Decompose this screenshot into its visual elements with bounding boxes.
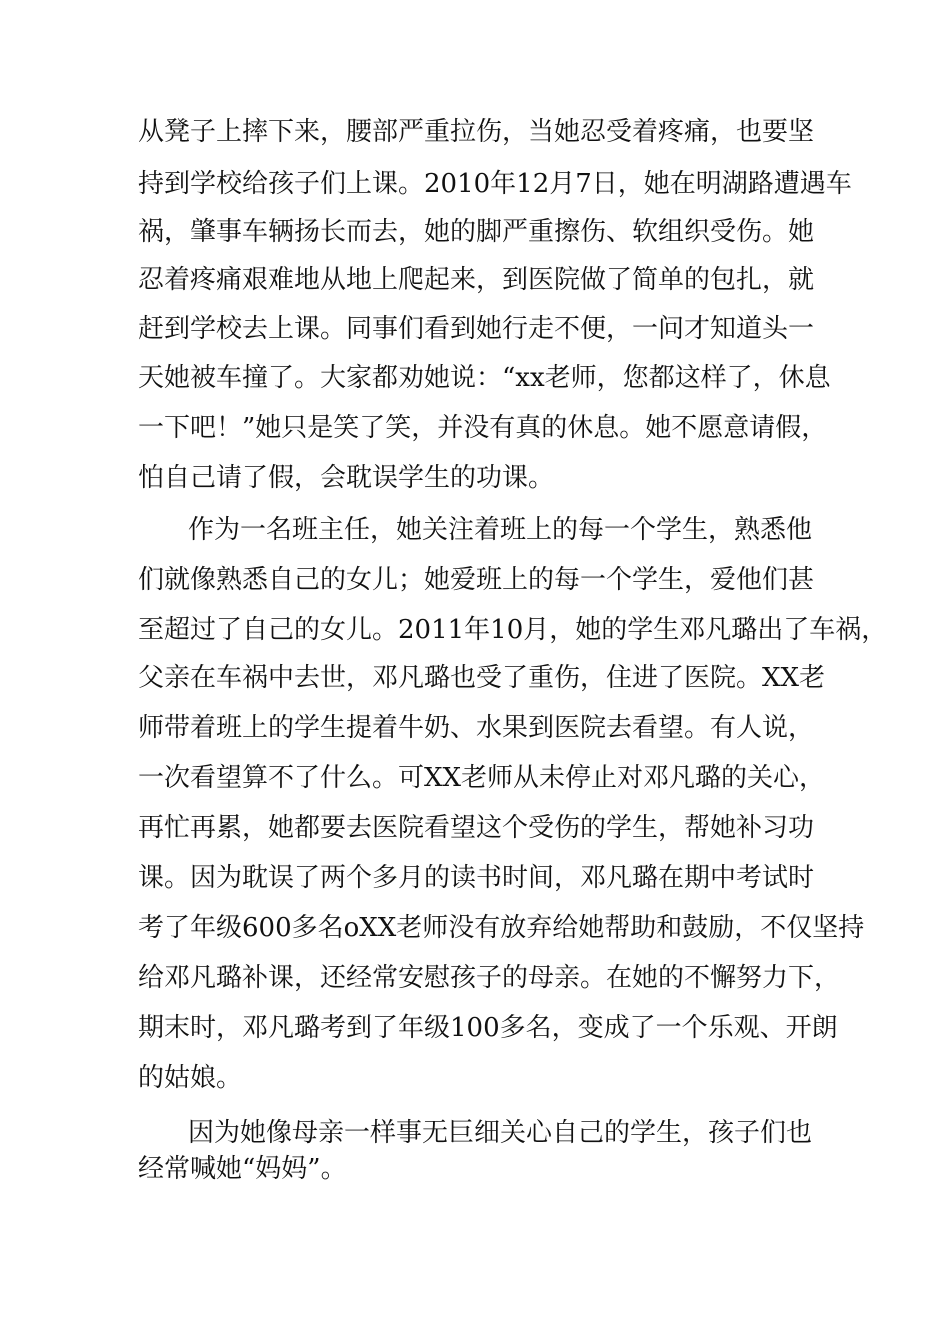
text-line: 至超过了自己的女儿。2011年10月，她的学生邓凡璐出了车祸， — [138, 615, 888, 645]
text-line: 忍着疼痛艰难地从地上爬起来，到医院做了简单的包扎，就 — [138, 265, 815, 295]
text-line: 赶到学校去上课。同事们看到她行走不便，一问才知道头一 — [138, 314, 815, 344]
text-line: 课。因为耽误了两个多月的读书时间，邓凡璐在期中考试时 — [138, 863, 815, 893]
text-line: 祸，肇事车辆扬长而去，她的脚严重擦伤、软组织受伤。她 — [138, 217, 815, 247]
text-line: 持到学校给孩子们上课。2010年12月7日，她在明湖路遭遇车 — [138, 169, 852, 199]
text-line: 师带着班上的学生提着牛奶、水果到医院去看望。有人说， — [138, 713, 815, 743]
text-line: 天她被车撞了。大家都劝她说：“xx老师，您都这样了，休息 — [138, 363, 831, 393]
text-line: 作为一名班主任，她关注着班上的每一个学生，熟悉他 — [188, 515, 813, 545]
text-line: 从凳子上摔下来，腰部严重拉伤，当她忍受着疼痛，也要坚 — [138, 117, 815, 147]
text-line: 因为她像母亲一样事无巨细关心自己的学生，孩子们也 — [188, 1118, 813, 1148]
text-line: 再忙再累，她都要去医院看望这个受伤的学生，帮她补习功 — [138, 813, 815, 843]
text-line: 父亲在车祸中去世，邓凡璐也受了重伤，住进了医院。XX老 — [138, 663, 826, 693]
text-line: 的姑娘。 — [138, 1063, 243, 1093]
text-line: 一下吧！”她只是笑了笑，并没有真的休息。她不愿意请假， — [138, 413, 828, 443]
text-line: 一次看望算不了什么。可XX老师从未停止对邓凡璐的关心， — [138, 763, 826, 793]
text-line: 怕自己请了假，会耽误学生的功课。 — [138, 463, 555, 493]
text-line: 经常喊她“妈妈”。 — [138, 1154, 347, 1184]
text-line: 考了年级600多名oXX老师没有放弃给她帮助和鼓励，不仅坚持 — [138, 913, 865, 943]
text-line: 给邓凡璐补课，还经常安慰孩子的母亲。在她的不懈努力下， — [138, 963, 841, 993]
text-line: 期末时，邓凡璐考到了年级100多名，变成了一个乐观、开朗 — [138, 1013, 838, 1043]
text-line: 们就像熟悉自己的女儿；她爱班上的每一个学生，爱他们甚 — [138, 565, 815, 595]
